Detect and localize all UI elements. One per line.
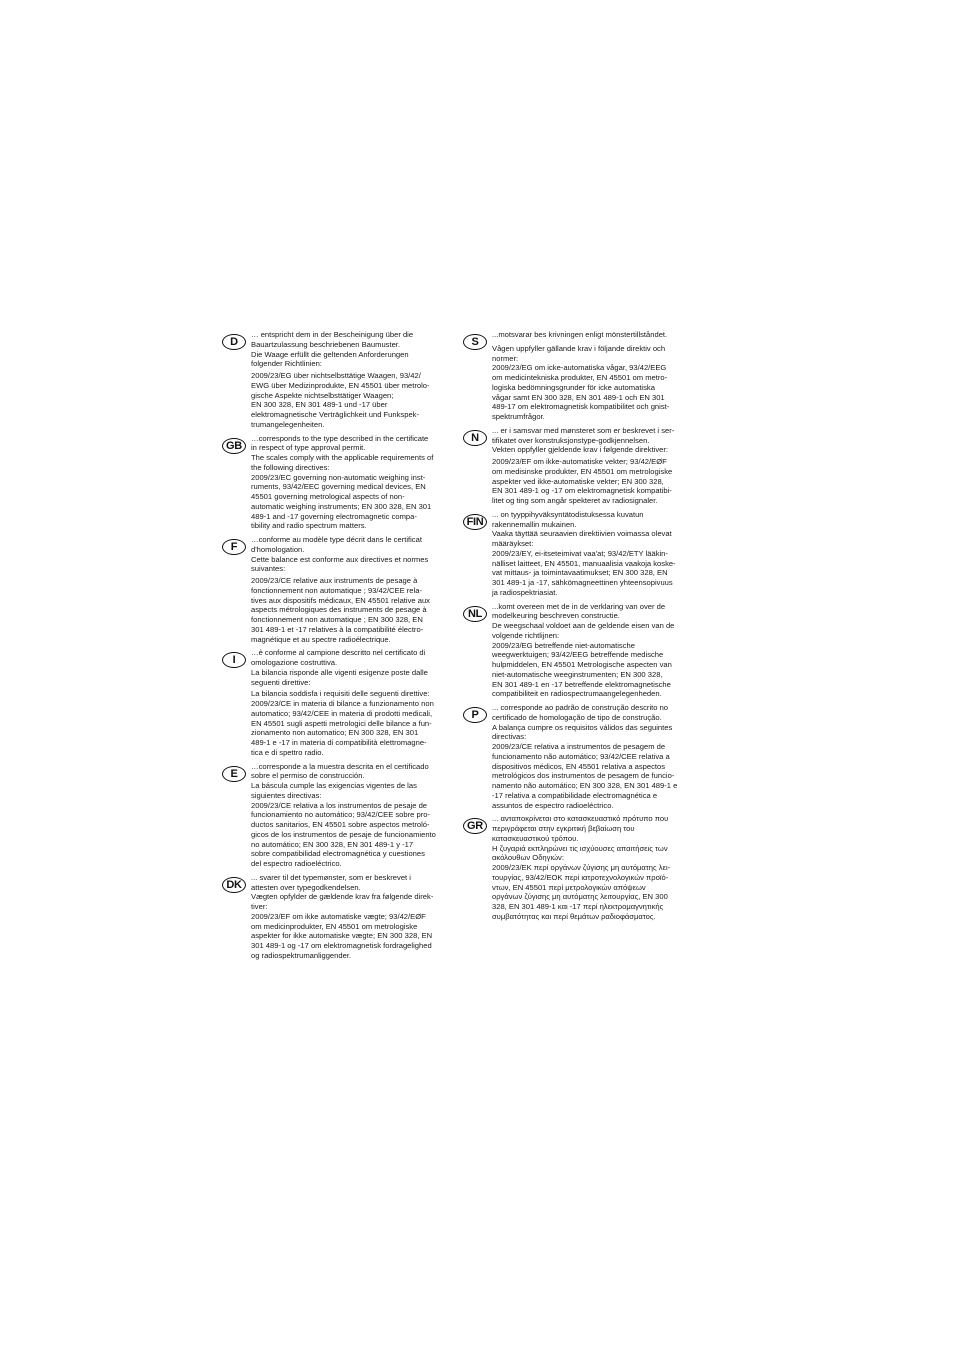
section-p [463,703,695,810]
section-d-intro: … entspricht dem in der Bescheinigung über die Bauartzulassung beschriebenen Baumuster. Die Waage erfüllt die geltenden Anforderungen folgender Richtlinien: [251,330,414,369]
section-n [463,426,695,506]
country-badge-gr: GR [463,818,487,834]
country-badge-gb: GB [222,438,246,454]
country-badge-p: P [463,707,487,723]
section-nl-text: ...komt overeen met de in de verklaring van over de modelkeuring beschreven constructie. De weegschaal voldoet aan de geldende eisen van de volgende richtlijnen: 2009/23/EG betreffende niet-automatische weegwerktuigen; 93/42/EEG betreffende medische hulpmiddelen, EN 45501 Metrologische aspecten van niet-automatische weeginstrumenten; EN 300 328, EN 301 489-1 en -17 betreffende elektromagnetische compatibiliteit en radiospectrumaangelegenheden. [492,601,675,699]
country-badge-fin: FIN [463,514,487,530]
country-badge-n: N [463,430,487,446]
section-fin-text: ... on tyyppihyväksyntätodistuksessa kuvatun rakennemallin mukainen. Vaaka täyttää seuraavien direktiivien voimassa olevat määräykset: 2009/23/EY, ei-itseteimivat vaa'at; 93/42/ETY lääkin- nälliset laitteet, EN 45501, manuaalisia vaakoja koske- vat mittaus- ja toimintavaatimukset; EN 300 328, EN 301 489-1 ja -17, sähkömagneettinen yhteensopivuus ja radiospektriasiat. [492,509,676,597]
section-n-directives: 2009/23/EF om ikke-automatiske vekter; 93/42/EØF om medisinske produkter, EN 45501 om metrologiske aspekter ved ikke-automatiske vekter; EN 300 328, EN 301 489-1 og -17 om elektromagnetisk kompatibi- litet og ting som angår spekteret av radiosignaler. [492,457,673,505]
country-badge-nl: NL [463,606,487,622]
section-f [222,535,454,644]
section-i-directives: La bilancia soddisfa i requisiti delle seguenti direttive: 2009/23/CE in materia di bilance a funzionamento non automatico; 93/42/CEE in materia di prodotti medicali, EN 45501 sugli aspetti metrologici delle bilance a fun- zionamento non automatico; EN 300 328, EN 301 489-1 e -17 in materia di compatibilità elettromagne- tica e di spettro radio. [251,689,434,757]
section-i [222,648,454,757]
section-gr-text: ... ανταποκρίνεται στο κατασκευαστικό πρότυπο που περιγράφεται στην εγκριτική βεβαίωση του κατασκευαστικού τρόπου. Η ζυγαριά εκπληρώνει τις ισχύουσες απαιτήσεις των ακόλουθων Οδηγιών: 2009/23/ΕΚ περί οργάνων ζύγισης μη αυτόματης λει- τουργίας, 93/42/ΕΟΚ περί ιατροτεχνολογικών προϊό- ντων, EN 45501 περί μετρολογικών απόψεων οργάνων ζύγισης μη αυτόματης λειτουργίας, EN 300 328, EN 301 489-1 και -17 περί ηλεκτρομαγνητικής συμβατότητας και περί θεμάτων ραδιοφάσματος. [492,814,671,921]
section-i-intro: …è conforme al campione descritto nel certificato di omologazione costruttiva. La bilancia risponde alle vigenti esigenze poste dalle seguenti direttive: [251,648,428,687]
section-f-intro: …conforme au modèle type décrit dans le certificat d'homologation. Cette balance est conforme aux directives et normes suivantes: [251,535,429,574]
section-n-intro: ... er i samsvar med mønsteret som er beskrevet i ser- tifikatet over konstruksjonstype-godkjennelsen. Vekten oppfyller gjeldende krav i følgende direktiver: [492,425,675,455]
country-badge-f: F [222,539,246,555]
section-p-text: ... corresponde ao padrão de construção descrito no certificado de homologação de tipo de construção. A balança cumpre os requisitos válidos das seguintes directivas: 2009/23/CE relativa a instrumentos de pesagem de funcionamento não automático; 93/42/CEE relativa a dispositivos médicos, EN 45501 relativa a aspectos metrológicos dos instrumentos de pesagem de funcio- namento não automático; EN 300 328, EN 301 489-1 e -17 relativa a compatibilidade electromagnética e assuntos de espectro radioeléctrico. [492,703,678,810]
section-dk [222,873,454,961]
section-nl [463,602,695,700]
section-gb-text: …corresponds to the type described in the certificate in respect of type approval permit. The scales comply with the applicable requirements of the following directives: 2009/23/EC governing non-automatic weighing inst- ruments, 93/42/EEC governing medical devices, EN 45501 governing metrological aspects of non- automatic weighing instruments; EN 300 328, EN 301 489-1 and -17 governing electromagnetic compa- tibility and radio spectrum matters. [251,433,434,531]
section-f-directives: 2009/23/CE relative aux instruments de pesage à fonctionnement non automatique ; 93/42/CEE rela- tives aux dispositifs médicaux, EN 45501 relative aux aspects métrologiques des instruments de pesage à fonctionnement non automatique ; EN 300 328, EN 301 489-1 et -17 relatives à la compatibilité électro- magnétique et au spectre radioélectrique. [251,576,430,644]
section-e-text: …corresponde a la muestra descrita en el certificado sobre el permiso de construcción. La báscula cumple las exigencias vigentes de las siguientes directivas: 2009/23/CE relativa a los instrumentos de pesaje de funcionamiento no automático; 93/42/CEE sobre pro- ductos sanitarios, EN 45501 sobre aspectos metroló- gicos de los instrumentos de pesaje de funcionamiento no automático; EN 300 328, EN 301 489-1 y -17 sobre compatibilidad electromagnética y cuestiones del espectro radioeléctrico. [251,761,436,868]
section-gr [463,814,695,921]
section-s-directives: Vågen uppfyller gällande krav i följande direktiv och normer: 2009/23/EG om icke-automatiska vågar, 93/42/EEG om medicintekniska produkter, EN 45501 om metro- logiska bedömningsgrunder för icke automatiska vågar samt EN 300 328, EN 301 489-1 och EN 301 489-17 om elektromagnetisk kompatibilitet och gnist- spektrumfrågor. [492,343,670,421]
country-badge-dk: DK [222,877,246,893]
right-column [463,330,695,924]
section-dk-text: ... svarer til det typemønster, som er beskrevet i attesten over typegodkendelsen. Vægten opfylder de gældende krav fra følgende direk- tiver: 2009/23/EF om ikke automatiske vægte; 93/42/EØF om medicinprodukter, EN 45501 om metrologiske aspekter for ikke automatiske vægte; EN 300 328, EN 301 489-1 og -17 om elektromagnetisk fordragelighed og radiospektrumanliggender. [251,872,434,960]
section-e [222,762,454,869]
left-column [222,330,454,963]
section-s-intro: ...motsvarar bes krivningen enligt mönstertillståndet. [492,330,668,339]
section-s [463,330,695,422]
section-d [222,330,454,430]
section-fin [463,510,695,598]
country-badge-s: S [463,334,487,350]
country-badge-e: E [222,766,246,782]
country-badge-i: I [222,652,246,668]
country-badge-d: D [222,334,246,350]
section-gb [222,434,454,532]
section-d-directives: 2009/23/EG über nichtselbsttätige Waagen, 93/42/ EWG über Medizinprodukte, EN 45501 über metrolo- gische Aspekte nichtselbsttätiger Waagen; EN 300 328, EN 301 489-1 und -17 über elektromagnetische Verträglichkeit und Funkspek- trumangelegenheiten. [251,371,430,429]
